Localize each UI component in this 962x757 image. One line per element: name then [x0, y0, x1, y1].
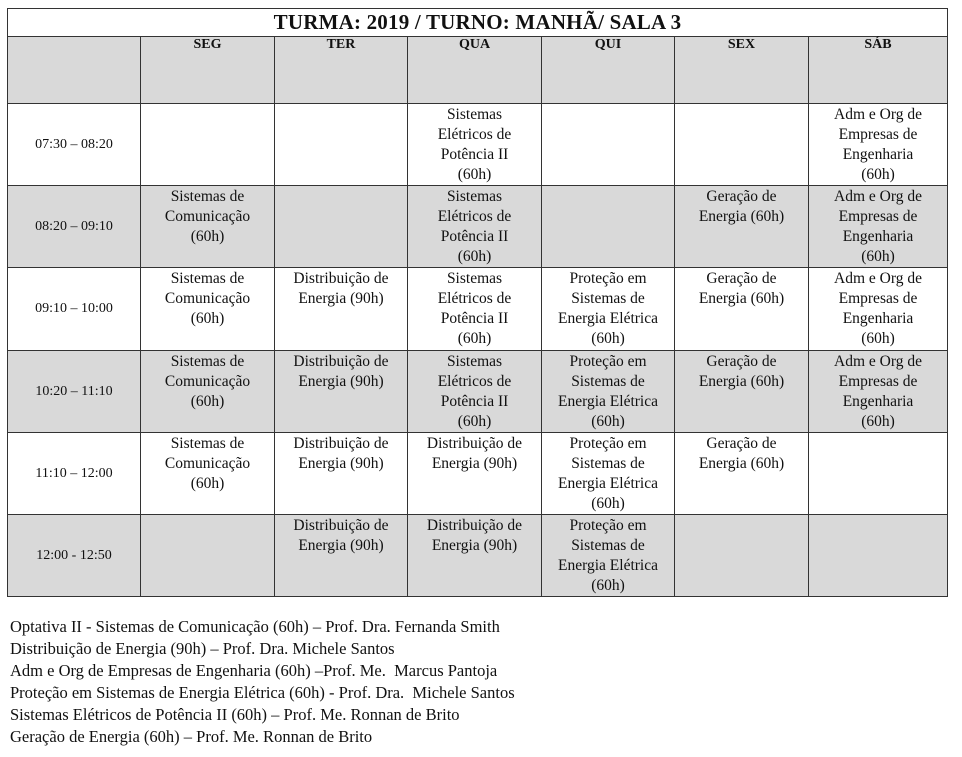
class-cell: Sistemas de Comunicação (60h): [141, 186, 275, 268]
table-row: [8, 515, 948, 597]
class-cell: Geração de Energia (60h): [675, 268, 809, 351]
class-cell: [542, 186, 675, 268]
class-cell: [675, 104, 809, 186]
schedule-table: [7, 8, 948, 597]
class-cell: Distribuição de Energia (90h): [408, 515, 542, 597]
class-cell: [275, 104, 408, 186]
table-row: [8, 186, 948, 268]
class-cell: Sistemas de Comunicação (60h): [141, 351, 275, 433]
class-cell: [141, 104, 275, 186]
class-cell: Adm e Org de Empresas de Engenharia (60h): [809, 186, 948, 268]
time-slot: 07:30 – 08:20: [8, 104, 141, 186]
class-cell: [141, 515, 275, 597]
day-header: SEG: [141, 37, 275, 104]
day-header: SEX: [675, 37, 809, 104]
class-cell: Sistemas de Comunicação (60h): [141, 433, 275, 515]
class-cell: Sistemas Elétricos de Potência II (60h): [408, 186, 542, 268]
schedule-title: TURMA: 2019 / TURNO: MANHÃ/ SALA 3: [8, 9, 948, 37]
class-cell: Adm e Org de Empresas de Engenharia (60h): [809, 351, 948, 433]
header-empty-cell: [8, 37, 141, 104]
class-cell: [675, 515, 809, 597]
professor-line: Adm e Org de Empresas de Engenharia (60h) –Prof. Me. Marcus Pantoja: [10, 661, 498, 680]
time-slot: 09:10 – 10:00: [8, 268, 141, 351]
class-cell: [809, 515, 948, 597]
class-cell: Distribuição de Energia (90h): [275, 433, 408, 515]
professor-line: Geração de Energia (60h) – Prof. Me. Ronnan de Brito: [10, 727, 373, 746]
table-row: [8, 433, 948, 515]
table-row: [8, 268, 948, 351]
class-cell: Distribuição de Energia (90h): [275, 268, 408, 351]
class-cell: [809, 433, 948, 515]
class-cell: [275, 186, 408, 268]
class-cell: [542, 104, 675, 186]
class-cell: Proteção em Sistemas de Energia Elétrica (60h): [542, 433, 675, 515]
table-row: [8, 351, 948, 433]
class-cell: Proteção em Sistemas de Energia Elétrica (60h): [542, 351, 675, 433]
professor-line: Distribuição de Energia (90h) – Prof. Dra. Michele Santos: [10, 639, 395, 658]
day-header: TER: [275, 37, 408, 104]
header-row: [8, 37, 948, 104]
day-header: SÁB: [809, 37, 948, 104]
time-slot: 12:00 - 12:50: [8, 515, 141, 597]
class-cell: Sistemas Elétricos de Potência II (60h): [408, 268, 542, 351]
class-cell: Proteção em Sistemas de Energia Elétrica (60h): [542, 268, 675, 351]
class-cell: Geração de Energia (60h): [675, 351, 809, 433]
day-header: QUA: [408, 37, 542, 104]
class-cell: Proteção em Sistemas de Energia Elétrica (60h): [542, 515, 675, 597]
class-cell: Adm e Org de Empresas de Engenharia (60h): [809, 268, 948, 351]
table-row: [8, 104, 948, 186]
class-cell: Sistemas Elétricos de Potência II (60h): [408, 351, 542, 433]
professor-line: Sistemas Elétricos de Potência II (60h) – Prof. Me. Ronnan de Brito: [10, 705, 460, 724]
professor-line: Optativa II - Sistemas de Comunicação (60h) – Prof. Dra. Fernanda Smith: [10, 617, 500, 636]
professor-line: Proteção em Sistemas de Energia Elétrica (60h) - Prof. Dra. Michele Santos: [10, 683, 515, 702]
time-slot: 10:20 – 11:10: [8, 351, 141, 433]
class-cell: Distribuição de Energia (90h): [408, 433, 542, 515]
time-slot: 08:20 – 09:10: [8, 186, 141, 268]
class-cell: Distribuição de Energia (90h): [275, 515, 408, 597]
class-cell: Adm e Org de Empresas de Engenharia (60h): [809, 104, 948, 186]
class-cell: Geração de Energia (60h): [675, 186, 809, 268]
class-cell: Geração de Energia (60h): [675, 433, 809, 515]
time-slot: 11:10 – 12:00: [8, 433, 141, 515]
professor-list: [10, 616, 515, 748]
class-cell: Sistemas de Comunicação (60h): [141, 268, 275, 351]
class-cell: Sistemas Elétricos de Potência II (60h): [408, 104, 542, 186]
class-cell: Distribuição de Energia (90h): [275, 351, 408, 433]
day-header: QUI: [542, 37, 675, 104]
